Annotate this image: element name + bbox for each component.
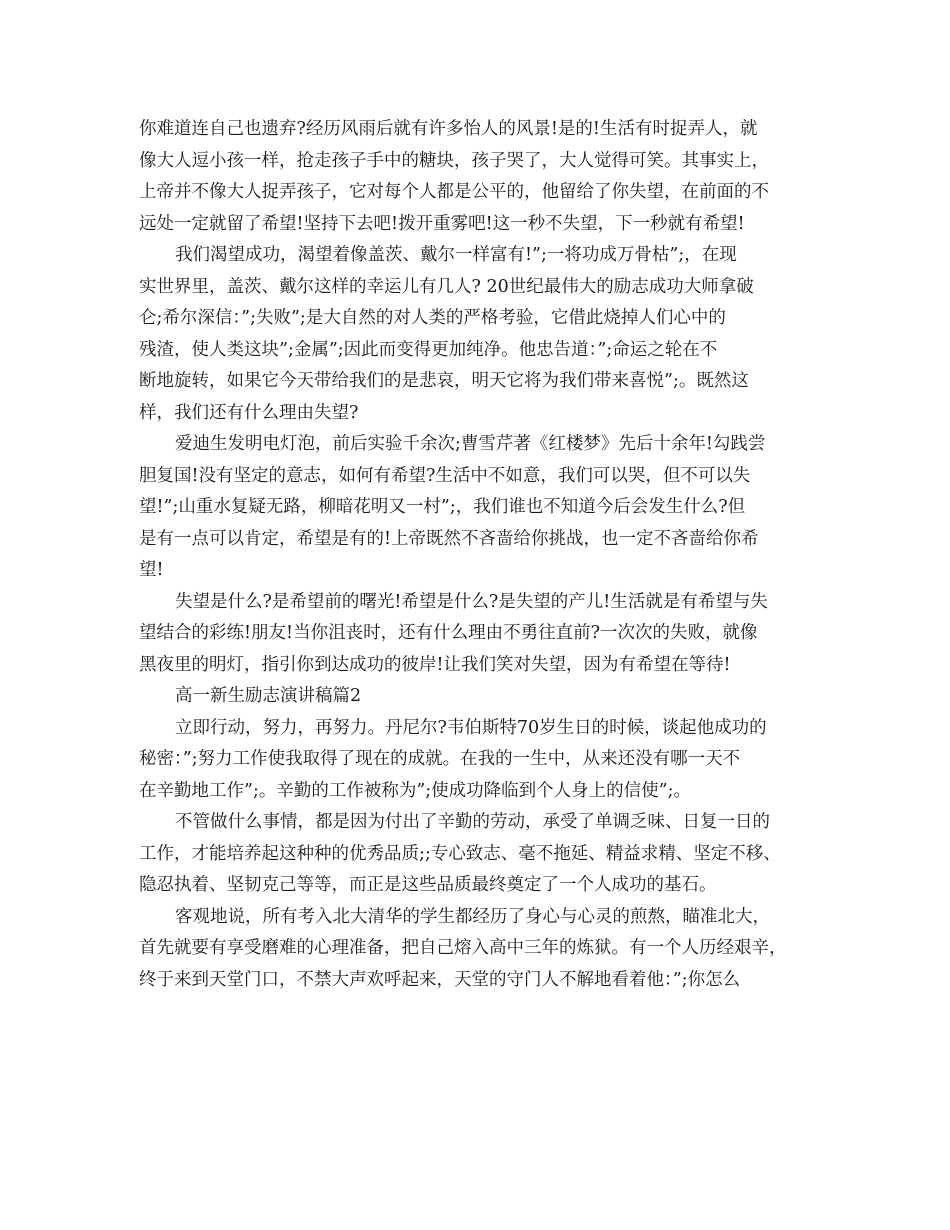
text-line: 工作，才能培养起这种种的优秀品质;;专心致志、毫不拖延、精益求精、坚定不移、 (139, 843, 781, 864)
text-line: 断地旋转，如果它今天带给我们的是悲哀，明天它将为我们带来喜悦”;。既然这 (139, 371, 749, 391)
text-line: 首先就要有享受磨难的心理准备，把自己熔入高中三年的炼狱。有一个人历经艰辛， (139, 938, 787, 958)
text-line: 在辛勤地工作”;。辛勤的工作被称为”;使成功降临到个人身上的信使”;。 (139, 780, 692, 801)
document-body (139, 114, 819, 996)
text-line: 黑夜里的明灯，指引你到达成功的彼岸!让我们笑对失望，因为有希望在等待! (139, 654, 731, 675)
text-line: 实世界里，盖茨、戴尔这样的幸运儿有几人? 20世纪最伟大的励志成功大师拿破 (139, 276, 754, 297)
text-line: 残渣，使人类这块”;金属”;因此而变得更加纯净。他忠告道：”;命运之轮在不 (139, 339, 718, 360)
text-line: 我们渴望成功，渴望着像盖茨、戴尔一样富有!”;一将功成万骨枯”;，在现 (175, 245, 737, 265)
text-line: 秘密：”;努力工作使我取得了现在的成就。在我的一生中，从来还没有哪一天不 (139, 749, 741, 769)
text-line: 失望是什么?是希望前的曙光!希望是什么?是失望的产儿!生活就是有希望与失 (175, 591, 768, 612)
text-line: 爱迪生发明电灯泡，前后实验千余次;曹雪芹著《红楼梦》先后十余年!勾践尝 (175, 434, 766, 454)
text-line: 你难道连自己也遗弃?经历风雨后就有许多怡人的风景!是的!生活有时捉弄人，就 (139, 119, 758, 139)
text-line: 是有一点可以肯定，希望是有的!上帝既然不吝啬给你挑战，也一定不吝啬给你希 (139, 528, 759, 549)
text-line: 高一新生励志演讲稿篇2 (175, 686, 362, 706)
text-line: 远处一定就留了希望!坚持下去吧!拨开重雾吧!这一秒不失望，下一秒就有希望! (139, 213, 745, 234)
text-line: 样，我们还有什么理由失望? (139, 402, 359, 423)
text-line: 隐忍执着、坚韧克己等等，而正是这些品质最终奠定了一个人成功的基石。 (139, 875, 717, 895)
text-line: 望! (139, 560, 164, 580)
text-line: 望!”;山重水复疑无路，柳暗花明又一村”;，我们谁也不知道今后会发生什么?但 (139, 497, 746, 517)
text-line: 客观地说，所有考入北大清华的学生都经历了身心与心灵的煎熬，瞄准北大， (175, 906, 770, 927)
text-line: 不管做什么事情，都是因为付出了辛勤的劳动，承受了单调乏味、日复一日的 (175, 812, 770, 832)
text-line: 立即行动，努力，再努力。丹尼尔?韦伯斯特70岁生日的时候，谈起他成功的 (175, 717, 767, 738)
text-line: 像大人逗小孩一样，抢走孩子手中的糖块，孩子哭了，大人觉得可笑。其事实上， (139, 150, 769, 171)
text-line: 上帝并不像大人捉弄孩子，它对每个人都是公平的，他留给了你失望，在前面的不 (139, 182, 769, 202)
text-line: 胆复国!没有坚定的意志，如何有希望?生活中不如意，我们可以哭，但不可以失 (139, 465, 751, 486)
text-line: 仑;希尔深信：”;失败”;是大自然的对人类的严格考验，它借此烧掉人们心中的 (139, 308, 726, 328)
text-line: 终于来到天堂门口，不禁大声欢呼起来，天堂的守门人不解地看着他：”;你怎么 (139, 969, 741, 990)
text-line: 望结合的彩练!朋友!当你沮丧时，还有什么理由不勇往直前?一次次的失败，就像 (139, 623, 758, 643)
